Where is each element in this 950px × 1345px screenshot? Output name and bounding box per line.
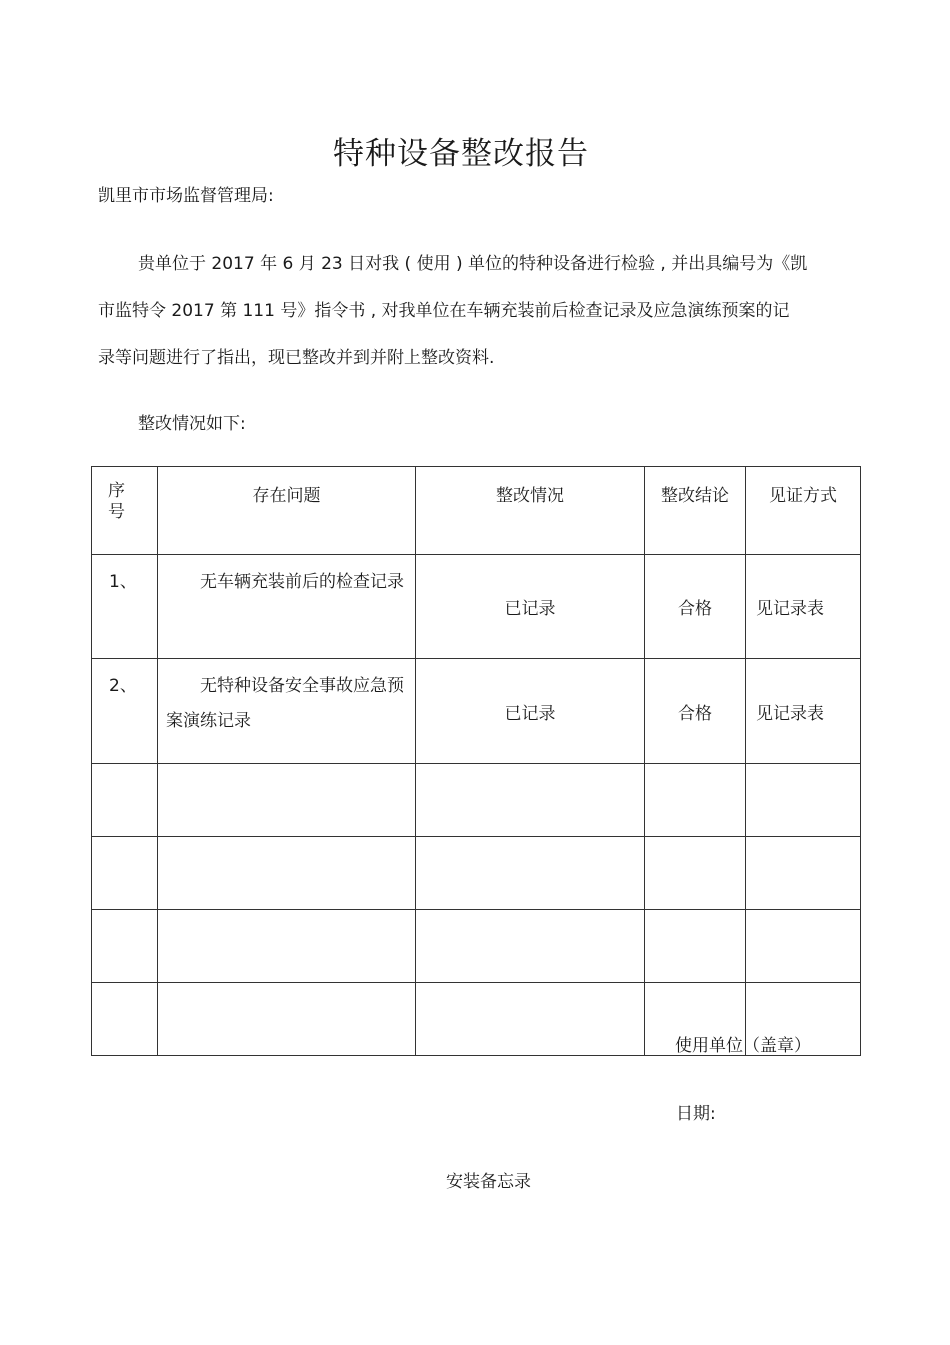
document-title: 特种设备整改报告 [333, 136, 589, 172]
date-label: 日期: [676, 1104, 716, 1124]
row-seq: 2、 [92, 659, 158, 764]
empty-row [92, 837, 861, 910]
row-evidence: 见记录表 [746, 659, 861, 764]
header-issue: 存在问题 [158, 467, 416, 555]
footer-heading: 安装备忘录 [446, 1172, 531, 1192]
body-paragraph-line-3: 录等问题进行了指出，现已整改并到并附上整改资料. [98, 348, 495, 368]
row-status: 已记录 [416, 555, 645, 659]
row-status: 已记录 [416, 659, 645, 764]
table-row [92, 555, 861, 659]
header-status: 整改情况 [416, 467, 645, 555]
rectification-table [91, 466, 861, 1056]
empty-row [92, 764, 861, 837]
row-conclusion: 合格 [645, 659, 746, 764]
addressee: 凯里市市场监督管理局: [98, 186, 274, 206]
header-evidence: 见证方式 [746, 467, 861, 555]
seal-label: 使用单位（盖章） [675, 1036, 811, 1056]
table-header-row [92, 467, 861, 555]
row-seq: 1、 [92, 555, 158, 659]
header-conclusion: 整改结论 [645, 467, 746, 555]
row-conclusion: 合格 [645, 555, 746, 659]
body-paragraph-line-2: 市监特令 2017 第 111 号》指令书 , 对我单位在车辆充装前后检查记录及应急演练预案的记 [98, 301, 790, 321]
table-intro: 整改情况如下: [138, 414, 246, 434]
header-seq: 序号 [92, 467, 158, 555]
table-row [92, 659, 861, 764]
body-paragraph-line-1: 贵单位于 2017 年 6 月 23 日对我 ( 使用 ) 单位的特种设备进行检验 , 并出具编号为《凯 [138, 254, 808, 274]
row-issue: 无特种设备安全事故应急预案演练记录 [158, 659, 416, 764]
row-evidence: 见记录表 [746, 555, 861, 659]
empty-row [92, 910, 861, 983]
row-issue: 无车辆充装前后的检查记录 [158, 555, 416, 659]
